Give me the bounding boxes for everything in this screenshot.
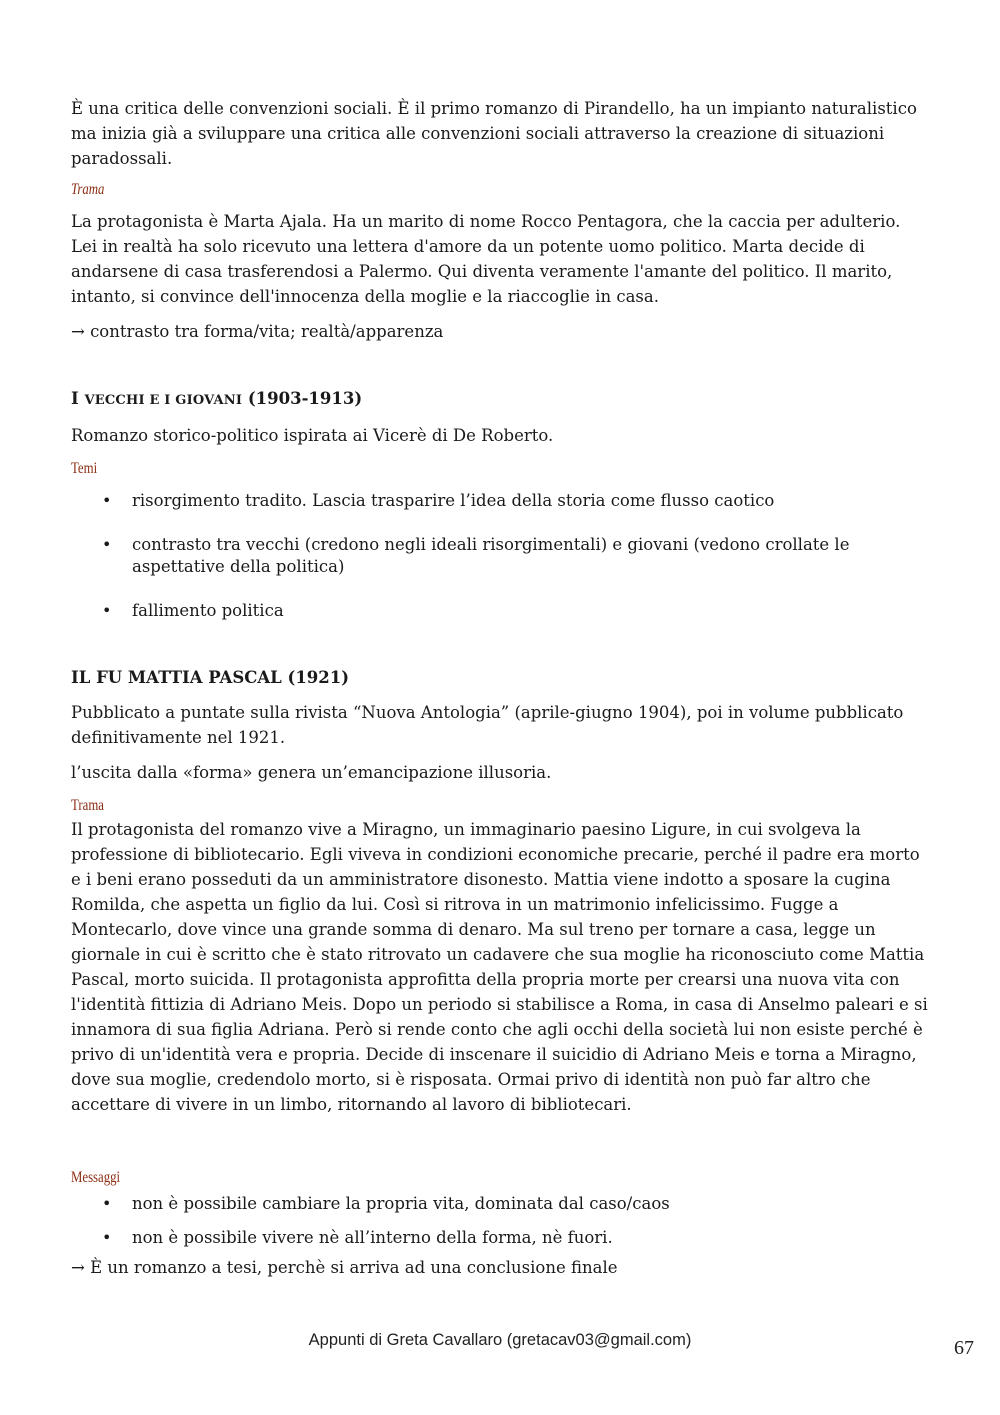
list-item: • fallimento politica <box>71 600 931 622</box>
page-content <box>71 96 931 1280</box>
heading-smallcaps: VECCHI E I GIOVANI <box>84 393 243 408</box>
uscita-paragraph: l’uscita dalla «forma» genera un’emancipazione illusoria. <box>71 763 552 782</box>
list-item: • non è possibile cambiare la propria vita, dominata dal caso/caos <box>71 1193 931 1215</box>
list-item: • contrasto tra vecchi (credono negli ideali risorgimentali) e giovani (vedono crollate le aspettative della politica) <box>71 534 931 578</box>
temi-list <box>71 490 931 622</box>
temi-label: Temi <box>71 460 98 477</box>
page-number: 67 <box>954 1337 974 1359</box>
publication-paragraph: Pubblicato a puntate sulla rivista “Nuova Antologia” (aprile-giugno 1904), poi in volume pubblicato definitivamente nel 1921. <box>71 703 904 747</box>
messaggi-label: Messaggi <box>71 1169 121 1186</box>
section-heading-mattia: IL FU MATTIA PASCAL (1921) <box>71 668 350 687</box>
list-item: • non è possibile vivere nè all’interno della forma, nè fuori. <box>71 1227 931 1249</box>
trama-label-mattia: Trama <box>71 797 104 814</box>
conclusion-note: → È un romanzo a tesi, perchè si arriva ad una conclusione finale <box>71 1258 618 1277</box>
section-heading-vecchi <box>71 386 931 413</box>
heading-years: (1903-1913) <box>242 389 363 408</box>
trama-paragraph: La protagonista è Marta Ajala. Ha un marito di nome Rocco Pentagora, che la caccia per adulterio. Lei in realtà ha solo ricevuto una lettera d'amore da un potente uomo politico. Marta decide di andarsene di casa trasferendosi a Palermo. Qui diventa veramente l'amante del politico. Il marito, intanto, si convince dell'innocenza della moglie e la riaccoglie in casa. <box>71 212 901 306</box>
contrast-note: → contrasto tra forma/vita; realtà/apparenza <box>71 322 444 341</box>
page-footer: Appunti di Greta Cavallaro (gretacav03@gmail.com) <box>308 1331 692 1349</box>
vecchi-description: Romanzo storico-politico ispirata ai Vicerè di De Roberto. <box>71 426 554 445</box>
messaggi-list <box>71 1193 931 1249</box>
intro-paragraph: È una critica delle convenzioni sociali. È il primo romanzo di Pirandello, ha un impianto naturalistico ma inizia già a sviluppare una critica alle convenzioni sociali attraverso la creazione di situazioni paradossali. <box>71 99 917 168</box>
trama-paragraph-mattia: Il protagonista del romanzo vive a Miragno, un immaginario paesino Ligure, in cui svolgeva la professione di bibliotecario. Egli viveva in condizioni economiche precarie, perché il padre era morto e i beni erano posseduti da un amministratore disonesto. Mattia viene indotto a sposare la cugina Romilda, che aspetta un figlio da lui. Così si ritrova in un matrimonio infelicissimo. Fugge a Montecarlo, dove vince una grande somma di denaro. Ma sul treno per tornare a casa, legge un giornale in cui è scritto che è stato ritrovato un cadavere che sua moglie ha riconosciuto come Mattia Pascal, morto suicida. Il protagonista approfitta della propria morte per crearsi una nuova vita con l'identità fittizia di Adriano Meis. Dopo un periodo si stabilisce a Roma, in casa di Anselmo paleari e si innamora di sua figlia Adriana. Però si rende conto che agli occhi della società lui non esiste perché è privo di un'identità vera e propria. Decide di inscenare il suicidio di Adriano Meis e torna a Miragno, dove sua moglie, credendolo morto, si è risposata. Ormai privo di identità non può far altro che accettare di vivere in un limbo, ritornando al lavoro di bibliotecari. <box>71 820 928 1114</box>
trama-label: Trama <box>71 181 105 198</box>
heading-first: I <box>71 389 85 408</box>
list-item: • risorgimento tradito. Lascia trasparire l’idea della storia come flusso caotico <box>71 490 931 512</box>
